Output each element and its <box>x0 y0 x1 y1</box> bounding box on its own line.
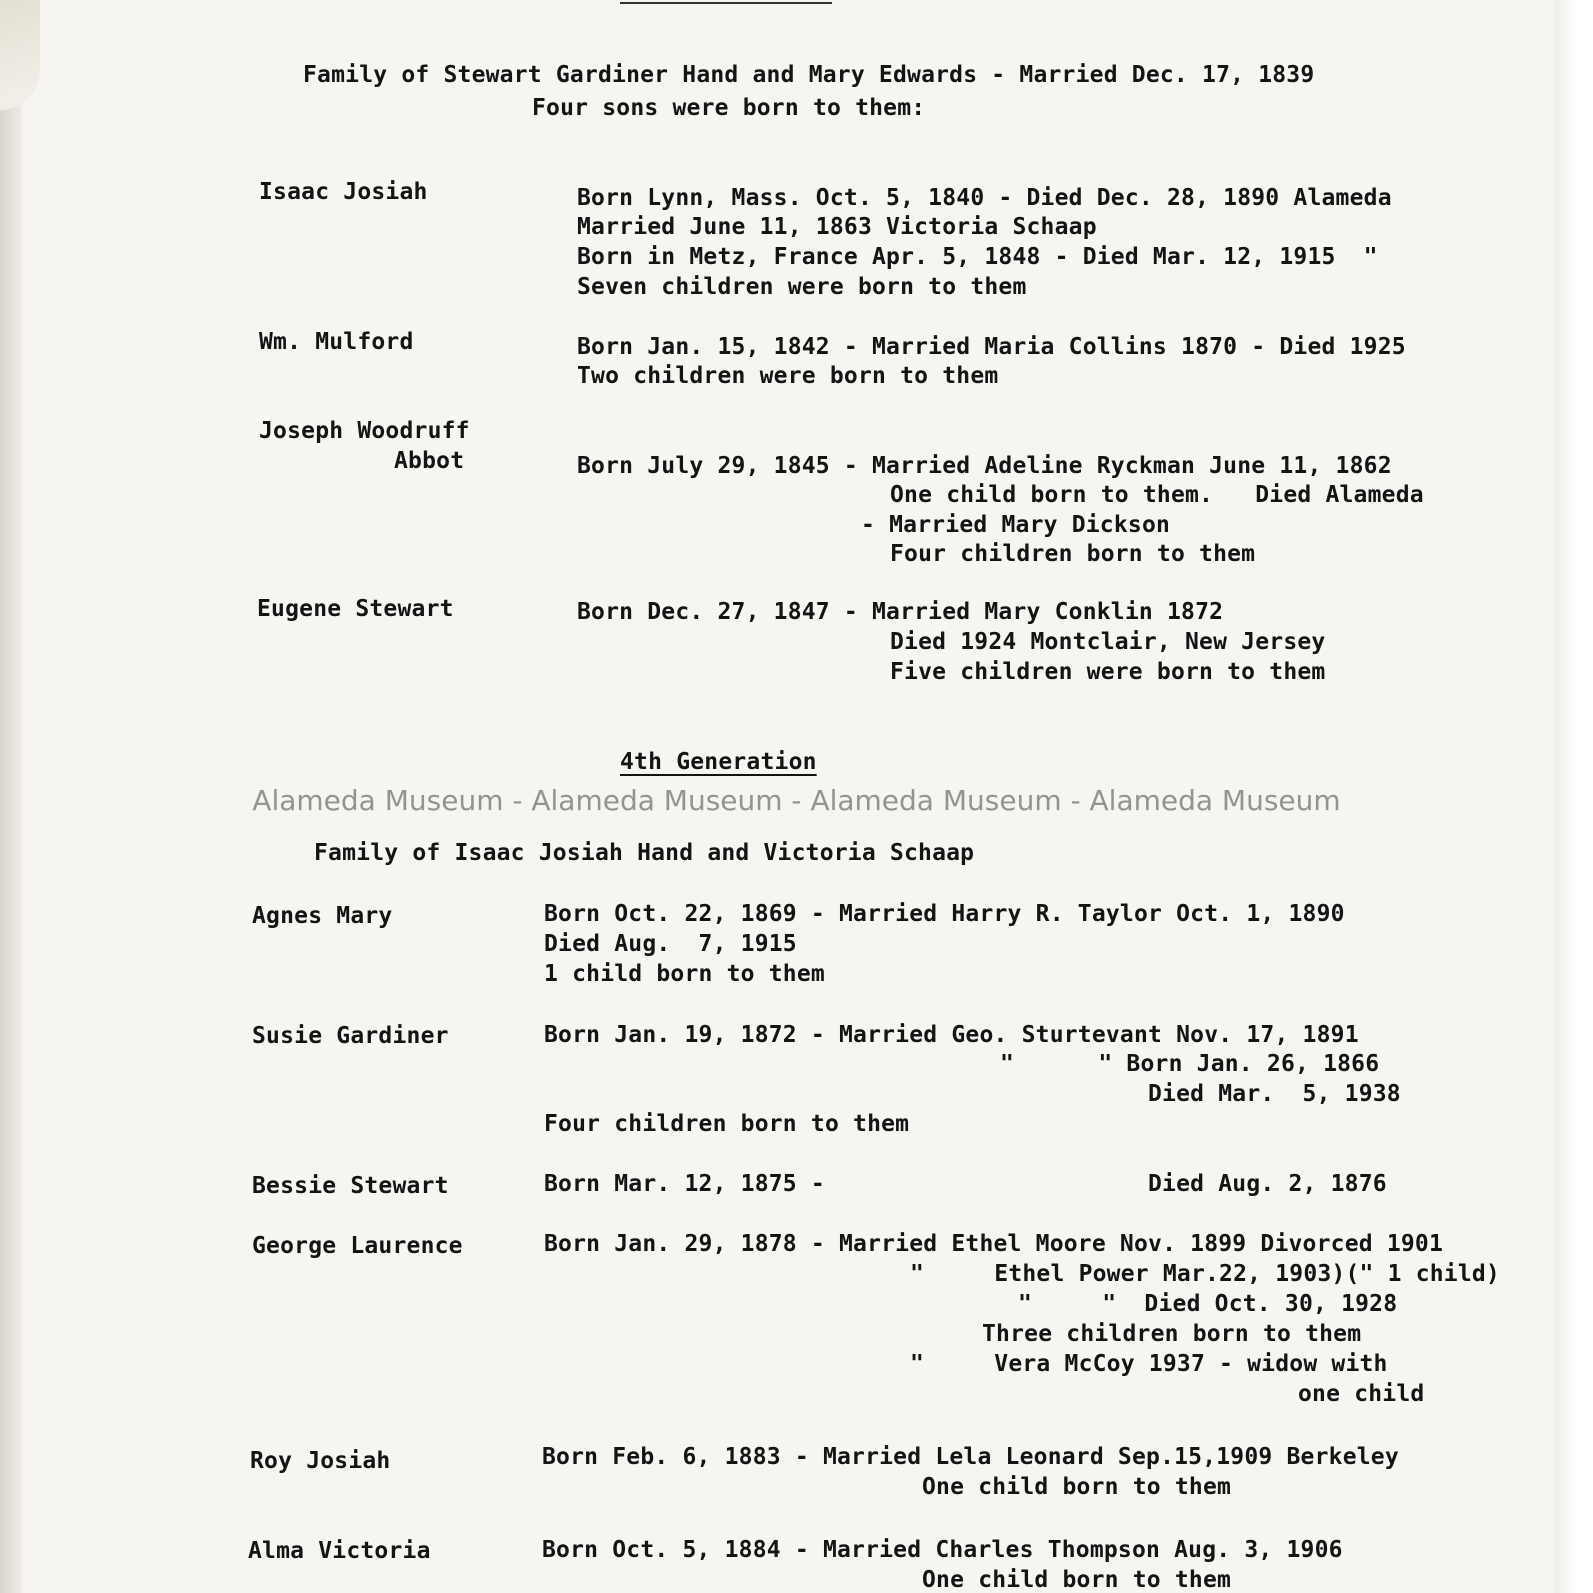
entry-detail: Two children were born to them <box>577 363 999 389</box>
museum-watermark: Alameda Museum - Alameda Museum - Alameda Museum - Alameda Museum <box>252 784 1341 817</box>
entry-name: Joseph Woodruff <box>259 418 470 444</box>
entry-detail: Four children born to them <box>890 541 1256 567</box>
entry-detail: Married June 11, 1863 Victoria Schaap <box>577 214 1097 240</box>
entry-detail: Born July 29, 1845 - Married Adeline Ryckman June 11, 1862 <box>577 453 1392 479</box>
entry-detail: Born in Metz, France Apr. 5, 1848 - Died Mar. 12, 1915 " <box>577 244 1378 270</box>
entry-detail: - Married Mary Dickson <box>861 512 1171 538</box>
folded-page-corner <box>0 0 40 110</box>
entry-name: George Laurence <box>252 1233 463 1259</box>
entry-detail: Seven children were born to them <box>577 274 1027 300</box>
entry-detail: Born Feb. 6, 1883 - Married Lela Leonard Sep.15,1909 Berkeley <box>542 1444 1399 1470</box>
entry-name: Agnes Mary <box>252 903 393 929</box>
entry-name: Bessie Stewart <box>252 1173 449 1199</box>
entry-detail: Five children were born to them <box>890 659 1326 685</box>
entry-name: Alma Victoria <box>248 1538 431 1564</box>
entry-detail: Four children born to them <box>544 1111 910 1137</box>
entry-detail: 1 child born to them <box>544 961 825 987</box>
entry-detail: Born Jan. 29, 1878 - Married Ethel Moore Nov. 1899 Divorced 1901 <box>544 1231 1444 1257</box>
entry-detail: One child born to them <box>922 1474 1232 1500</box>
entry-detail: Died Aug. 7, 1915 <box>544 931 797 957</box>
entry-detail: Born Dec. 27, 1847 - Married Mary Conklin 1872 <box>577 599 1224 625</box>
entry-detail: Born Oct. 5, 1884 - Married Charles Thompson Aug. 3, 1906 <box>542 1537 1343 1563</box>
entry-detail: " Vera McCoy 1937 - widow with <box>910 1351 1388 1377</box>
entry-detail: Born Mar. 12, 1875 - <box>544 1171 825 1197</box>
entry-detail: Born Lynn, Mass. Oct. 5, 1840 - Died Dec. 28, 1890 Alameda <box>577 185 1392 211</box>
entry-detail: Three children born to them <box>982 1321 1362 1347</box>
top-heading-underline <box>620 2 832 4</box>
entry-name: Isaac Josiah <box>259 179 428 205</box>
entry-detail: " " Died Oct. 30, 1928 <box>1018 1291 1398 1317</box>
entry-name: Wm. Mulford <box>259 329 414 355</box>
entry-detail: Born Oct. 22, 1869 - Married Harry R. Taylor Oct. 1, 1890 <box>544 901 1345 927</box>
generation-heading: 4th Generation <box>620 749 817 775</box>
entry-detail: One child born to them. Died Alameda <box>890 482 1424 508</box>
entry-detail: " Ethel Power Mar.22, 1903)(" 1 child) <box>910 1261 1500 1287</box>
entry-name: Roy Josiah <box>250 1448 391 1474</box>
entry-detail: Died 1924 Montclair, New Jersey <box>890 629 1326 655</box>
entry-detail: Born Jan. 19, 1872 - Married Geo. Sturtevant Nov. 17, 1891 <box>544 1022 1359 1048</box>
entry-detail: Born Jan. 15, 1842 - Married Maria Collins 1870 - Died 1925 <box>577 334 1406 360</box>
entry-detail: Died Mar. 5, 1938 <box>1148 1081 1401 1107</box>
isaac-family-heading: Family of Isaac Josiah Hand and Victoria Schaap <box>314 840 975 866</box>
stewart-family-subheading: Four sons were born to them: <box>532 95 926 121</box>
entry-name: Eugene Stewart <box>257 596 454 622</box>
entry-detail: Died Aug. 2, 1876 <box>1148 1171 1387 1197</box>
entry-detail: One child born to them <box>922 1567 1232 1593</box>
entry-detail: " " Born Jan. 26, 1866 <box>1000 1051 1380 1077</box>
stewart-family-heading: Family of Stewart Gardiner Hand and Mary Edwards - Married Dec. 17, 1839 <box>303 62 1315 88</box>
entry-detail: one child <box>1298 1381 1425 1407</box>
entry-name-continued: Abbot <box>394 448 465 474</box>
entry-name: Susie Gardiner <box>252 1023 449 1049</box>
